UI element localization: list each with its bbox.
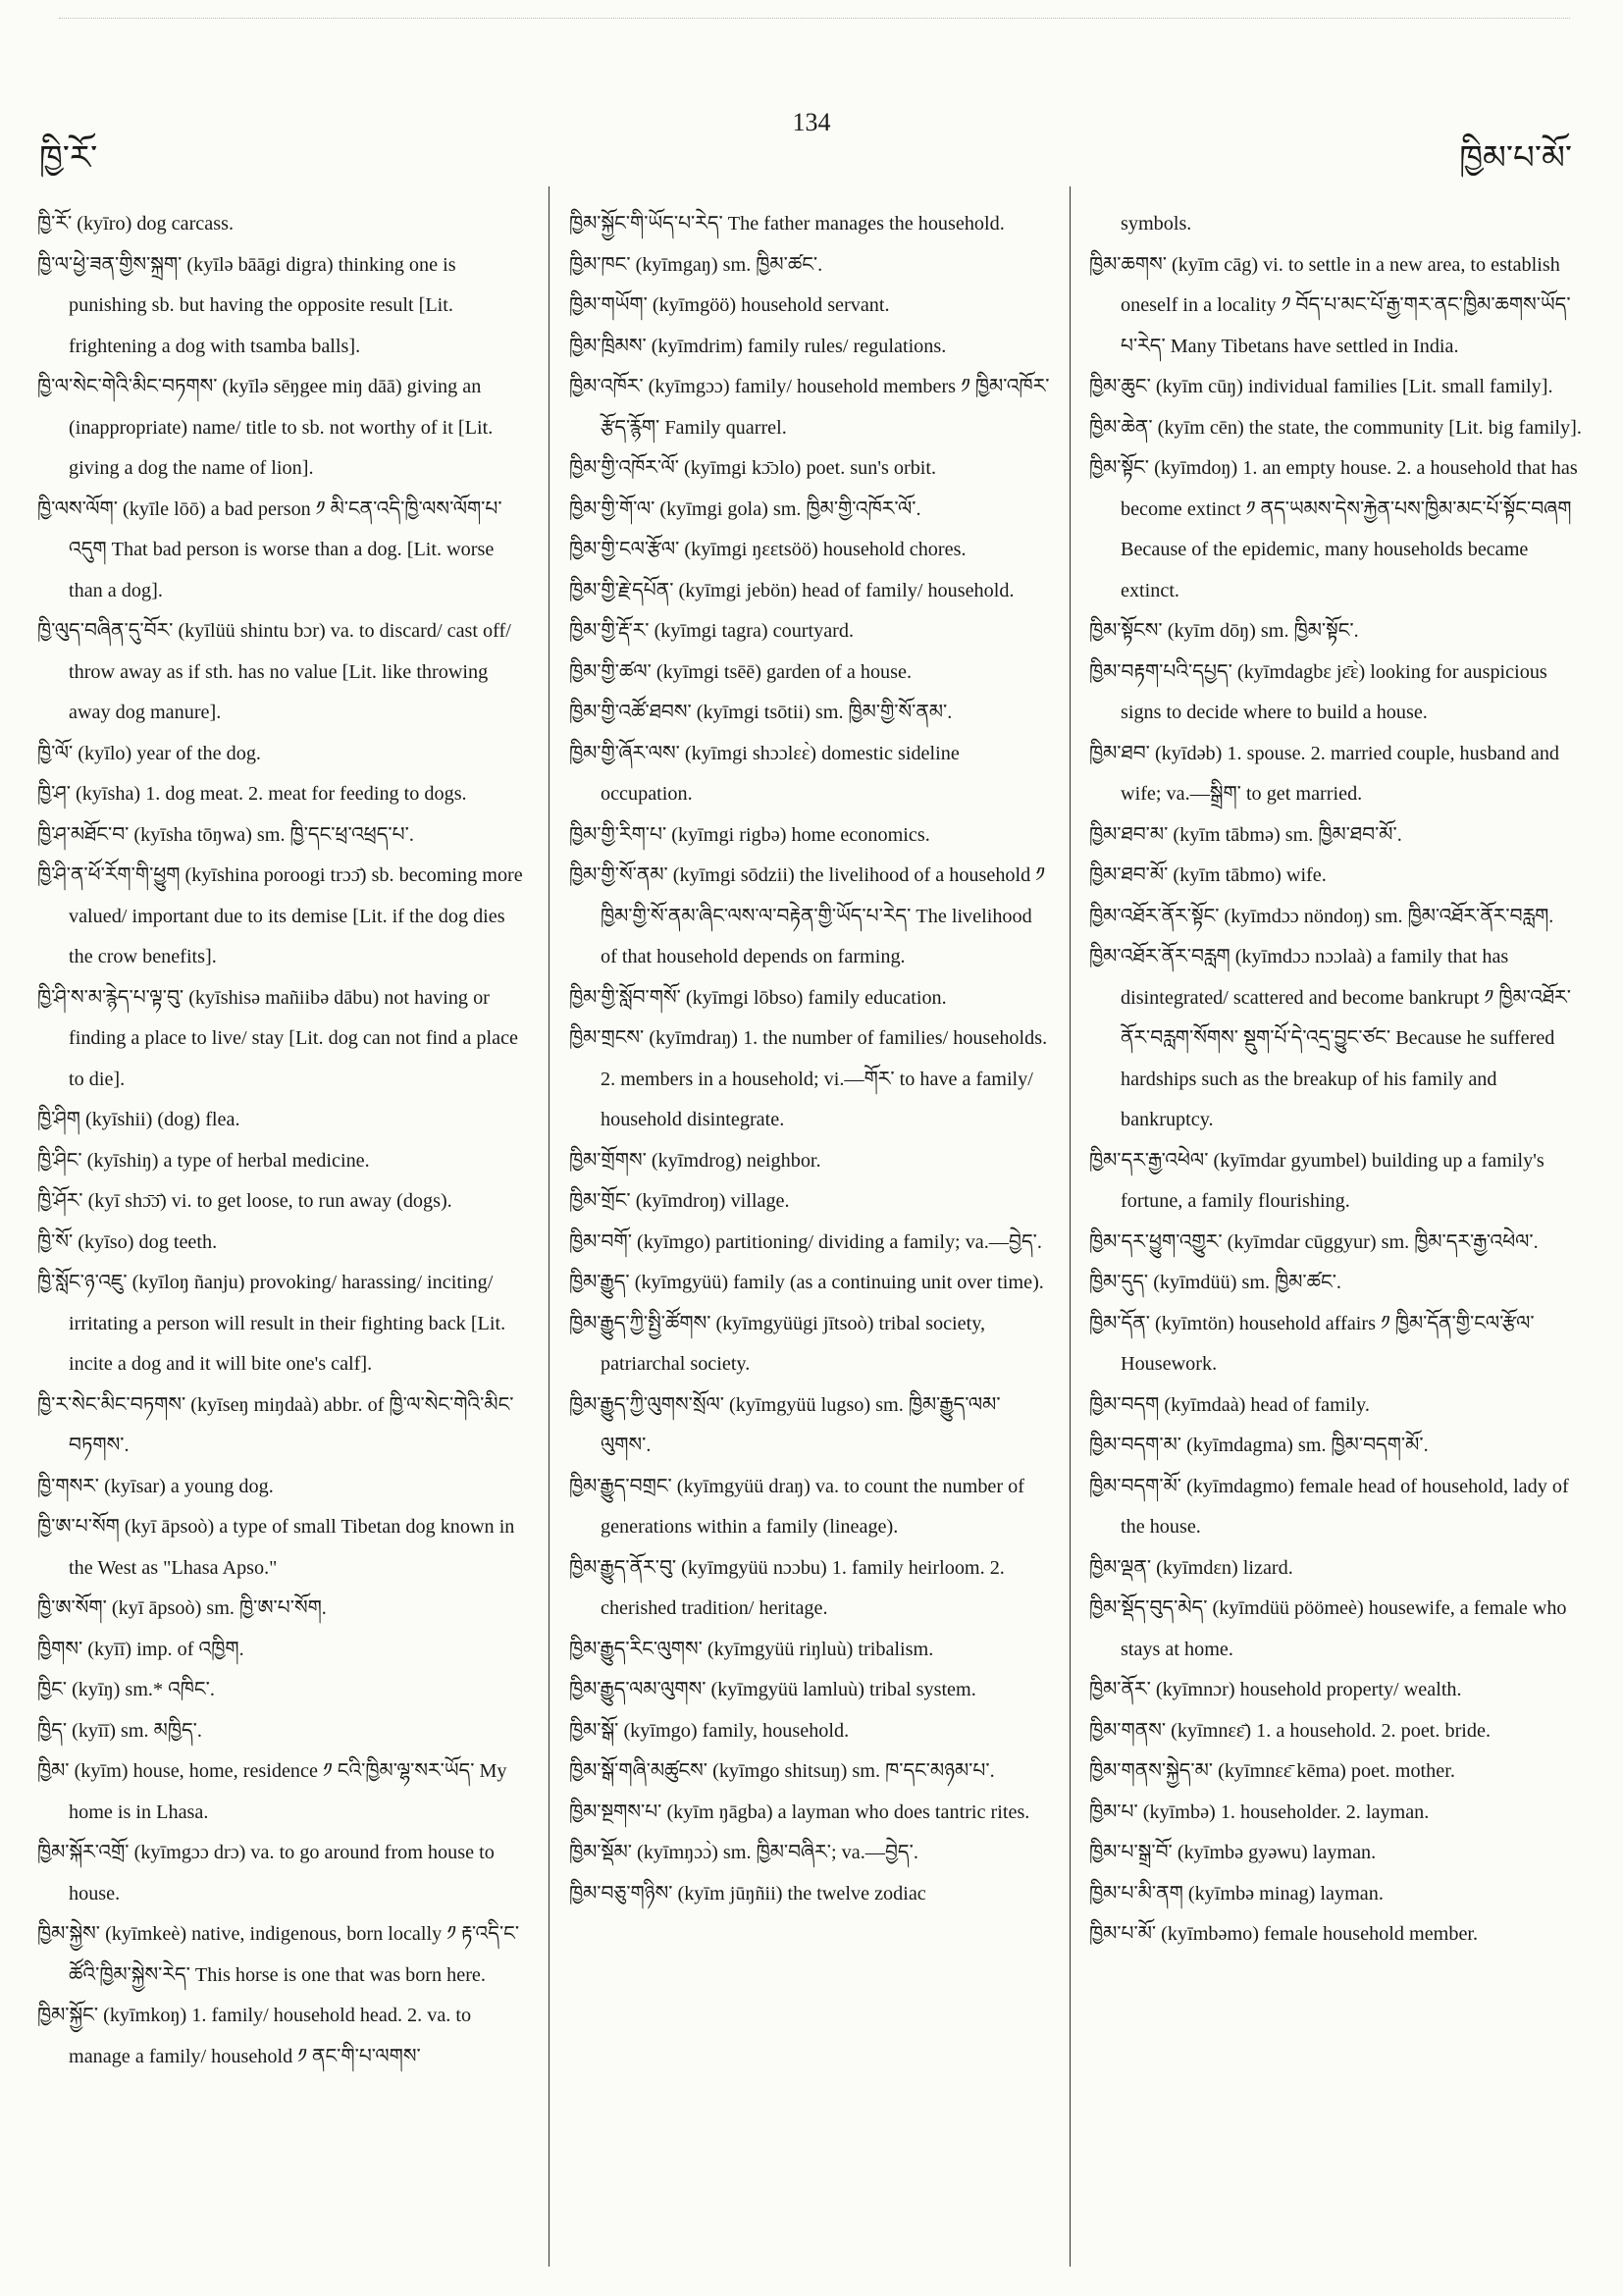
dictionary-entry: ཁྱི་ལ་ཕྱེ་ཟན་གྱིས་སྐྲག་ (kyīlə bāāgi digra) thinking one is punishing sb. but having the opposite result [Lit. frightening a dog with tsamba balls]. [37, 253, 456, 357]
dictionary-entry: ཁྱི་ལས་ལོག་ (kyīle lōō) a bad person ༡ མི་ངན་འདི་ཁྱི་ལས་ལོག་པ་འདུག That bad person is worse than a dog. [Lit. worse than a dog]. [37, 497, 502, 601]
dictionary-entry: ཁྱིམ་རྒྱུད་ (kyīmgyüü) family (as a continuing unit over time). [569, 1272, 1044, 1293]
dictionary-entry: ཁྱིམ་གྱི་འཁོར་ལོ་ (kyīmgi kɔ̄ɔlo) poet. sun's orbit. [569, 457, 937, 479]
dictionary-entry: ཁྱིམ་སྒོ་གཞི་མཚུངས་ (kyīmgo shitsuŋ) sm. ཁ་དང་མཉམ་པ་. [569, 1760, 995, 1782]
dictionary-entry: ཁྱིམ་སྡོམ་ (kyīmŋɔɔ̀) sm. ཁྱིམ་བཞིར་; va.—བྱེད་. [569, 1842, 918, 1863]
dictionary-entry: ཁྱིམ་གྲངས་ (kyīmdraŋ) 1. the number of families/ households. 2. members in a household; vi.—གོར་ to have a family/ household disintegrate. [569, 1027, 1048, 1130]
dictionary-entry: ཁྱིམ་གཡོག་ (kyīmgöö) household servant. [569, 294, 890, 316]
dictionary-entry: ཁྱི་ཤི་ས་མ་རྙེད་པ་ལྟ་བུ་ (kyīshisə mañiibə dābu) not having or finding a place to live/ stay [Lit. dog can not find a place to die]. [37, 986, 518, 1090]
dictionary-entry: ཁྱིམ་པ་མོ་ (kyīmbəmo) female household member. [1089, 1923, 1479, 1945]
dictionary-entry: ཁྱིམ་སྐོར་འགྲོ་ (kyīmgɔɔ drɔ) va. to go around from house to house. [37, 1842, 495, 1905]
dictionary-entry: ཁྱིང་ (kyīŋ) sm.* འཁིང་. [37, 1679, 215, 1700]
dictionary-entry: ཁྱིམ་གྱི་སོ་ནམ་ (kyīmgi sōdzii) the livelihood of a household ༡ ཁྱིམ་གྱི་སོ་ནམ་ཞིང་ལས་ལ་བརྟེན་གྱི་ཡོད་པ་རེད་ The livelihood of that household depends on farming. [569, 864, 1046, 967]
dictionary-entry: ཁྱིམ་སྟོངས་ (kyīm dōŋ) sm. ཁྱིམ་སྟོང་. [1089, 620, 1359, 642]
dictionary-entry: ཁྱི་ཤ་མཐོང་བ་ (kyīsha tōŋwa) sm. ཁྱི་དང་ཕྲ་འཕྲད་པ་. [37, 823, 414, 846]
dictionary-entry: ཁྱིམ་ཁང་ (kyīmgaŋ) sm. ཁྱིམ་ཚང་. [569, 253, 823, 276]
dictionary-entry: ཁྱིམ་སྟོང་ (kyīmdoŋ) 1. an empty house. 2. a household that has become extinct ༡ ནད་ཡམས་དེས་རྐྱེན་པས་ཁྱིམ་མང་པོ་སྟོང་བཞག Because of the epidemic, many households became extinct. [1089, 457, 1578, 601]
dictionary-entry: ཁྱིམ་གྱི་འཚོ་ཐབས་ (kyīmgi tsōtii) sm. ཁྱིམ་གྱི་སོ་ནམ་. [569, 702, 953, 723]
column-divider [549, 186, 550, 2267]
dictionary-entry: ཁྱིམ་གྲོང་ (kyīmdroŋ) village. [569, 1190, 790, 1212]
dictionary-entry: ཁྱིམ་ཆགས་ (kyīm cāg) vi. to settle in a new area, to establish oneself in a locality ༡ བོད་པ་མང་པོ་རྒྱ་གར་ནང་ཁྱིམ་ཆགས་ཡོད་པ་རེད་ Many Tibetans have settled in India. [1089, 253, 1571, 357]
dictionary-entry: ཁྱིམ་ཐབ་ (kyīdəb) 1. spouse. 2. married couple, husband and wife; va.—སྒྲིག་ to get married. [1089, 742, 1560, 805]
dictionary-entry: ཁྱིམ་བཅུ་གཉིས་ (kyīm jūŋñii) the twelve zodiac [569, 1882, 926, 1905]
dictionary-entry: ཁྱིམ་གྲོགས་ (kyīmdrog) neighbor. [569, 1149, 821, 1172]
column-divider [1070, 186, 1071, 2267]
dictionary-entry: ཁྱིམ་གྱི་རྗེ་དཔོན་ (kyīmgi jebön) head of family/ household. [569, 579, 1015, 601]
dictionary-entry: ཁྱིམ་དར་ཕྱུག་འགྱུར་ (kyīmdar cūggyur) sm. ཁྱིམ་དར་རྒྱ་འཕེལ་. [1089, 1230, 1539, 1253]
dictionary-entry: ཁྱིམ་པ་ (kyīmbə) 1. householder. 2. layman. [1089, 1800, 1430, 1823]
dictionary-entry: ཁྱིམ་རྒྱུད་རིང་ལུགས་ (kyīmgyüü riŋluù) tribalism. [569, 1638, 934, 1660]
dictionary-entry: ཁྱི་གསར་ (kyīsar) a young dog. [37, 1475, 274, 1497]
dictionary-entry: ཁྱིམ་འཐོར་ནོར་སྟོང་ (kyīmdɔɔ nöndoŋ) sm. ཁྱིམ་འཐོར་ནོར་བརླག. [1089, 905, 1554, 927]
dictionary-entry: ཁྱི་ཨ་པ་སོག (kyī āpsoò) a type of small Tibetan dog known in the West as "Lhasa Apso." [37, 1516, 515, 1579]
dictionary-entry: ཁྱིམ་གྱི་རིག་པ་ (kyīmgi rigbə) home economics. [569, 823, 930, 846]
dictionary-entry: ཁྱི་ར་སེང་མིང་བཏགས་ (kyīseŋ miŋdaà) abbr. of ཁྱི་ལ་སེང་གེའི་མིང་བཏགས་. [37, 1393, 514, 1456]
dictionary-entry: ཁྱིམ་དར་རྒྱ་འཕེལ་ (kyīmdar gyumbel) building up a family's fortune, a family flourishing. [1089, 1149, 1544, 1212]
dictionary-entry: ཁྱིམ་རྒྱུད་ཀྱི་སྤྱི་ཚོགས་ (kyīmgyüügi jītsoò) tribal society, patriarchal society. [569, 1312, 986, 1375]
dictionary-entry: ཁྱི་སློང་ཉ་འཇུ་ (kyīloŋ ñanju) provoking/ harassing/ inciting/ irritating a person will result in their fighting back [Lit. incite a dog and it will bite one's calf]. [37, 1272, 506, 1375]
guide-word-left: ཁྱི་རོ་ [39, 140, 98, 177]
dictionary-entry: ཁྱིམ་དོན་ (kyīmtön) household affairs ༡ ཁྱིམ་དོན་གྱི་ངལ་རྩོལ་ Housework. [1089, 1312, 1535, 1375]
scan-edge-rule [59, 18, 1570, 19]
dictionary-entry: ཁྱིམ་གྱི་ཞོར་ལས་ (kyīmgi shɔɔlɛɛ̀) domestic sideline occupation. [569, 742, 960, 805]
dictionary-entry: ཁྱིམ་བདག་མ་ (kyīmdagma) sm. ཁྱིམ་བདག་མོ་. [1089, 1435, 1429, 1456]
dictionary-entry: ཁྱིམ་རྒྱུད་ནོར་བུ་ (kyīmgyüü nɔɔbu) 1. family heirloom. 2. cherished tradition/ heritage. [569, 1556, 1005, 1619]
dictionary-entry: ཁྱི་ལོ་ (kyīlo) year of the dog. [37, 742, 261, 764]
dictionary-entry: ཁྱིམ་ཆུང་ (kyīm cūŋ) individual families [Lit. small family]. [1089, 376, 1553, 397]
page-number: 134 [792, 108, 831, 136]
dictionary-entry: ཁྱིམ་ནོར་ (kyīmnɔr) household property/ wealth. [1089, 1679, 1462, 1700]
dictionary-entry: ཁྱིམ་རྒྱུད་ལམ་ལུགས་ (kyīmgyüü lamluù) tribal system. [569, 1679, 976, 1700]
guide-word-right: ཁྱིམ་པ་མོ་ [1459, 140, 1572, 177]
dictionary-entry: ཁྱིམ་ཐབ་མ་ (kyīm tābmə) sm. ཁྱིམ་ཐབ་མོ་. [1089, 823, 1402, 846]
dictionary-entry: ཁྱིམ་སྐྱེས་ (kyīmkeè) native, indigenous, born locally ༡ རྟ་འདི་ང་ཚོའི་ཁྱིམ་སྐྱེས་རེད་ This horse is one that was born here. [37, 1923, 520, 1986]
dictionary-entry: ཁྱིམ་ལྡན་ (kyīmdɛn) lizard. [1089, 1556, 1293, 1579]
dictionary-entry: ཁྱིམ་རྒྱུད་བགྲང་ (kyīmgyüü draŋ) va. to count the number of generations within a family (lineage). [569, 1475, 1024, 1538]
column-right [1089, 204, 1585, 1956]
dictionary-entry: ཁྱིམ་སྐྱོང་ (kyīmkoŋ) 1. family/ household head. 2. va. to manage a family/ household ༡ ནང་གི་པ་ལགས་ [37, 2005, 472, 2067]
column-middle [569, 204, 1050, 1914]
dictionary-entry: ཁྱི་སོ་ (kyīso) dog teeth. [37, 1230, 218, 1253]
dictionary-entry: ཁྱི་ཤི་ན་ཕོ་རོག་གི་ཕྱུག (kyīshina poroogi trɔɔ̄) sb. becoming more valued/ important due to its demise [Lit. if the dog dies the crow benefits]. [37, 864, 523, 967]
dictionary-entry: ཁྱིམ་གྱི་གོ་ལ་ (kyīmgi gola) sm. ཁྱིམ་གྱི་འཁོར་ལོ་. [569, 497, 921, 520]
column-left [37, 204, 528, 2077]
dictionary-entry: ཁྱིམ་གྱི་རྡོ་ར་ (kyīmgi tagra) courtyard. [569, 620, 855, 642]
dictionary-entry: ཁྱིམ་པ་སྒྲ་བོ་ (kyīmbə gyəwu) layman. [1089, 1842, 1377, 1863]
dictionary-entry: ཁྱིམ་རྒྱུད་ཀྱི་ལུགས་སྲོལ་ (kyīmgyüü lugso) sm. ཁྱིམ་རྒྱུད་ལམ་ལུགས་. [569, 1393, 1001, 1456]
dictionary-entry: ཁྱིམ་དུད་ (kyīmdüü) sm. ཁྱིམ་ཚང་. [1089, 1272, 1341, 1293]
dictionary-entry: ཁྱི་རོ་ (kyīro) dog carcass. [37, 213, 234, 235]
dictionary-entry: ཁྱིམ་འཁོར་ (kyīmgɔɔ) family/ household members ༡ ཁྱིམ་འཁོར་རྩོད་རྙོག་ Family quarrel. [569, 376, 1050, 439]
dictionary-entry: ཁྱིམ་ (kyīm) house, home, residence ༡ ངའི་ཁྱིམ་ལྷ་སར་ཡོད་ My home is in Lhasa. [37, 1760, 507, 1823]
dictionary-entry: ཁྱིམ་ཁྲིམས་ (kyīmdrim) family rules/ regulations. [569, 335, 947, 357]
dictionary-entry: ཁྱིད་ (kyīī) sm. མཁྱིད་. [37, 1719, 202, 1742]
dictionary-entry: ཁྱིམ་བགོ་ (kyīmgo) partitioning/ dividing a family; va.—བྱེད་. [569, 1230, 1042, 1253]
dictionary-entry: ཁྱིམ་བདག་མོ་ (kyīmdagmo) female head of household, lady of the house. [1089, 1475, 1569, 1538]
dictionary-entry: ཁྱི་ཤིག (kyīshii) (dog) flea. [37, 1109, 240, 1130]
dictionary-entry: ཁྱི་ཨ་སོག་ (kyī āpsoò) sm. ཁྱི་ཨ་པ་སོག. [37, 1597, 327, 1619]
dictionary-entry: ཁྱིམ་སྐྱོང་གི་ཡོད་པ་རེད་ The father manages the household. [569, 213, 1005, 235]
dictionary-entry: ཁྱིམ་བདག (kyīmdaà) head of family. [1089, 1393, 1370, 1416]
dictionary-entry: ཁྱིམ་གནས་སྐྱེད་མ་ (kyīmnɛɛ̄ kēma) poet. mother. [1089, 1760, 1455, 1782]
dictionary-entry: ཁྱིམ་གྱི་ངལ་རྩོལ་ (kyīmgi ŋɛɛtsöö) household chores. [569, 539, 967, 560]
dictionary-entry: ཁྱིམ་འཐོར་ནོར་བརླག (kyīmdɔɔ nɔɔlaà) a family that has disintegrated/ scattered and become bankrupt ༡ ཁྱིམ་འཐོར་ནོར་བརླག་སོགས་ སྡུག་པོ་དེ་འདྲ་བྱུང་ཙང་ Because he suffered hardships such as the breakup of his family and bankruptcy. [1089, 946, 1572, 1130]
dictionary-entry: ཁྱི་ཤོར་ (kyī shɔ̄ɔ̄) vi. to get loose, to run away (dogs). [37, 1190, 452, 1212]
dictionary-entry: ཁྱིགས་ (kyīī) imp. of འཁྱིག. [37, 1638, 244, 1660]
dictionary-entry: ཁྱིམ་ཆེན་ (kyīm cēn) the state, the community [Lit. big family]. [1089, 416, 1582, 439]
dictionary-entry: ཁྱིམ་སྡོད་བུད་མེད་ (kyīmdüü pöömeè) housewife, a female who stays at home. [1089, 1597, 1567, 1660]
dictionary-entry: ཁྱི་ལ་སེང་གེའི་མིང་བཏགས་ (kyīlə sēŋgee miŋ dāā) giving an (inappropriate) name/ title to sb. not worthy of it [Lit. giving a dog the name of lion]. [37, 376, 494, 479]
dictionary-entry: ཁྱིམ་གྱི་ཚལ་ (kyīmgi tsēē) garden of a house. [569, 660, 913, 683]
dictionary-entry: ཁྱིམ་གནས་ (kyīmnɛɛ̄) 1. a household. 2. poet. bride. [1089, 1719, 1492, 1742]
dictionary-entry: ཁྱི་ཤ་ (kyīsha) 1. dog meat. 2. meat for feeding to dogs. [37, 783, 467, 805]
dictionary-entry: ཁྱིམ་སྒོ་ (kyīmgo) family, household. [569, 1719, 850, 1742]
dictionary-entry: ཁྱིམ་པ་མི་ནག (kyīmbə minag) layman. [1089, 1882, 1384, 1905]
dictionary-entry: symbols. [1121, 213, 1192, 235]
dictionary-entry: ཁྱི་ལུད་བཞིན་དུ་བོར་ (kyīlüü shintu bɔr) va. to discard/ cast off/ throw away as if sth. has no value [Lit. like throwing away dog manure]. [37, 620, 511, 723]
dictionary-entry: ཁྱི་ཤིང་ (kyīshiŋ) a type of herbal medicine. [37, 1149, 370, 1172]
dictionary-entry: ཁྱིམ་ཐབ་མོ་ (kyīm tābmo) wife. [1089, 864, 1327, 886]
dictionary-entry: ཁྱིམ་བརྟག་པའི་དཔྱད་ (kyīmdagbɛ jɛ̄ɛ̀) looking for auspicious signs to decide where to build a house. [1089, 660, 1547, 723]
dictionary-entry: ཁྱིམ་གྱི་སློབ་གསོ་ (kyīmgi lōbso) family education. [569, 986, 947, 1009]
dictionary-entry: ཁྱིམ་སྔགས་པ་ (kyīm ŋāgba) a layman who does tantric rites. [569, 1800, 1030, 1823]
